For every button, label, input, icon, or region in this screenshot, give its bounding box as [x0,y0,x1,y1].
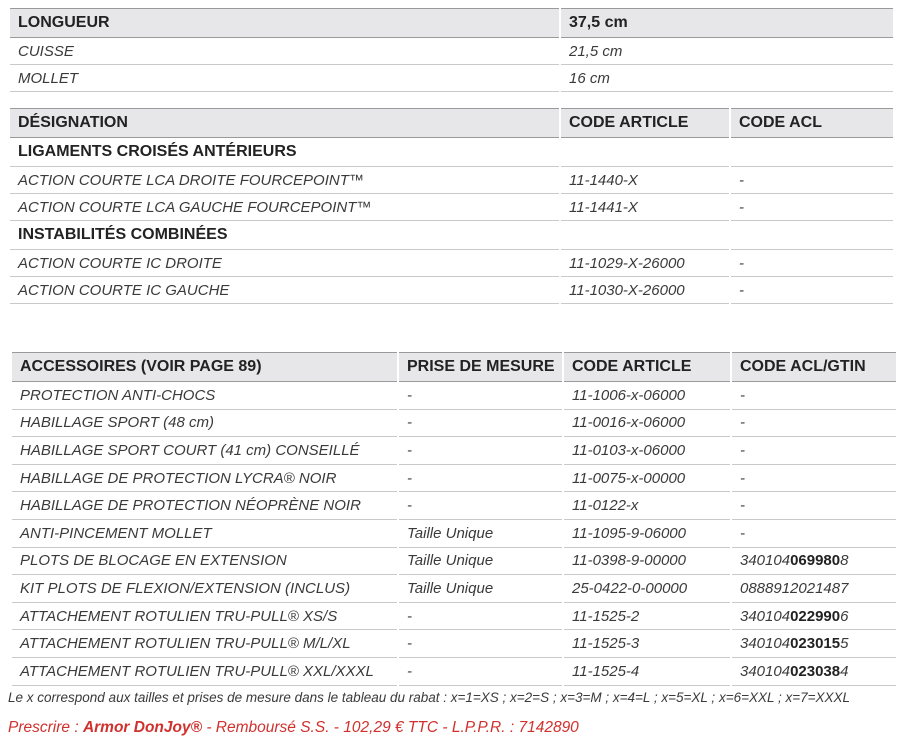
section-title-lca: LIGAMENTS CROISÉS ANTÉRIEURS [10,138,893,167]
accessory-name: PROTECTION ANTI-CHOCS [12,382,398,410]
gtin-bold: 022990 [790,607,841,625]
accessory-code: 11-1095-9-06000 [563,519,731,547]
gtin-post: 8 [840,552,849,570]
col-header-code-acl-gtin: CODE ACL/GTIN [731,353,896,382]
accessory-code: 11-1006-x-06000 [563,382,731,410]
table-row [10,277,893,304]
product-acl: - [730,167,893,194]
accessory-name: ANTI-PINCEMENT MOLLET [12,519,398,547]
gtin-pre: - [740,414,745,432]
accessory-code: 11-1525-4 [563,657,731,685]
accessory-mesure: - [398,630,563,658]
accessory-name: HABILLAGE DE PROTECTION LYCRA® NOIR [12,464,398,492]
gtin-bold: 023015 [790,635,841,653]
accessory-name: ATTACHEMENT ROTULIEN TRU-PULL® XXL/XXXL [12,657,398,685]
accessory-gtin [731,630,896,658]
accessory-gtin [731,492,896,520]
size-table-header [10,9,893,38]
accessory-mesure: - [398,464,563,492]
gtin-pre: 0888912021487 [740,579,849,597]
section-title-ic: INSTABILITÉS COMBINÉES [10,221,893,250]
table-row [10,250,893,277]
gtin-post: 6 [840,607,849,625]
gtin-pre: 340104 [740,635,791,653]
table-row [12,409,896,437]
accessory-code: 25-0422-0-00000 [563,575,731,603]
accessory-code: 11-1525-3 [563,630,731,658]
longueur-label: LONGUEUR [10,9,560,38]
accessory-gtin [731,519,896,547]
accessory-code: 11-1525-2 [563,602,731,630]
gtin-pre: 340104 [740,552,791,570]
designation-table-header [10,109,893,138]
gtin-pre: - [740,497,745,515]
size-note: Le x correspond aux tailles et prises de mesure dans le tableau du rabat : x=1=XS ; x=2=S ; x=3=M ; x=4=L ; x=5=XL ; x=6=XXL ; x=7=XXXL [8,690,851,705]
product-code: 11-1440-X [560,167,730,194]
prescrire-details: - Remboursé S.S. - 102,29 € TTC - L.P.P.R. : 7142890 [202,719,579,736]
col-header-designation: DÉSIGNATION [10,109,560,138]
table-row [12,547,896,575]
product-name: ACTION COURTE IC DROITE [10,250,560,277]
accessory-name: ATTACHEMENT ROTULIEN TRU-PULL® XS/S [12,602,398,630]
product-code: 11-1441-X [560,194,730,221]
accessory-mesure: - [398,382,563,410]
col-header-code-article: CODE ARTICLE [560,109,730,138]
product-name: ACTION COURTE LCA GAUCHE FOURCEPOINT™ [10,194,560,221]
table-row [10,194,893,221]
accessory-name: KIT PLOTS DE FLEXION/EXTENSION (INCLUS) [12,575,398,603]
table-row [12,630,896,658]
gtin-post: 5 [840,635,849,653]
gtin-pre: 340104 [740,607,791,625]
product-code: 11-1030-X-26000 [560,277,730,304]
product-acl: - [730,250,893,277]
product-name: ACTION COURTE LCA DROITE FOURCEPOINT™ [10,167,560,194]
section-title-row [10,138,893,167]
accessory-code: 11-0075-x-00000 [563,464,731,492]
accessory-name: HABILLAGE DE PROTECTION NÉOPRÈNE NOIR [12,492,398,520]
prescription-line [8,719,579,737]
longueur-value: 37,5 cm [560,9,893,38]
accessory-mesure: - [398,437,563,465]
table-row [10,38,893,65]
gtin-pre: 340104 [740,662,791,680]
accessory-name: HABILLAGE SPORT (48 cm) [12,409,398,437]
accessory-mesure: - [398,492,563,520]
accessories-table-header [12,353,896,382]
cuisse-label: CUISSE [10,38,560,65]
designation-table [10,108,893,304]
prescrire-prefix: Prescrire : [8,719,83,736]
accessory-gtin [731,575,896,603]
brand-name: Armor DonJoy® [82,719,203,736]
col-header-code-article: CODE ARTICLE [563,353,731,382]
product-name: ACTION COURTE IC GAUCHE [10,277,560,304]
table-row [10,167,893,194]
table-row [12,657,896,685]
gtin-pre: - [740,441,745,459]
accessories-body [12,382,896,686]
gtin-bold: 069980 [790,552,841,570]
cuisse-value: 21,5 cm [560,38,893,65]
gtin-post: 4 [840,662,849,680]
col-header-accessoires: ACCESSOIRES (VOIR PAGE 89) [12,353,398,382]
accessory-mesure: - [398,409,563,437]
size-table [10,8,893,92]
table-row [12,519,896,547]
accessory-mesure: Taille Unique [398,519,563,547]
accessory-gtin [731,464,896,492]
accessories-table [12,352,896,686]
accessory-mesure: - [398,602,563,630]
table-row [12,492,896,520]
accessory-mesure: Taille Unique [398,547,563,575]
mollet-value: 16 cm [560,65,893,92]
table-row [10,65,893,92]
gtin-pre: - [740,386,745,404]
gtin-pre: - [740,469,745,487]
table-row [12,575,896,603]
accessory-gtin [731,602,896,630]
accessory-code: 11-0122-x [563,492,731,520]
col-header-prise-de-mesure: PRISE DE MESURE [398,353,563,382]
col-header-code-acl: CODE ACL [730,109,893,138]
accessory-code: 11-0398-9-00000 [563,547,731,575]
product-code: 11-1029-X-26000 [560,250,730,277]
gtin-pre: - [740,524,745,542]
accessory-code: 11-0016-x-06000 [563,409,731,437]
accessory-gtin [731,547,896,575]
table-row [12,382,896,410]
product-acl: - [730,194,893,221]
accessory-name: HABILLAGE SPORT COURT (41 cm) CONSEILLÉ [12,437,398,465]
table-row [12,464,896,492]
mollet-label: MOLLET [10,65,560,92]
table-row [12,437,896,465]
product-acl: - [730,277,893,304]
section-title-row [10,221,893,250]
accessory-mesure: Taille Unique [398,575,563,603]
accessory-gtin [731,409,896,437]
accessory-gtin [731,437,896,465]
accessory-name: ATTACHEMENT ROTULIEN TRU-PULL® M/L/XL [12,630,398,658]
table-row [12,602,896,630]
gtin-bold: 023038 [790,662,841,680]
accessory-gtin [731,382,896,410]
accessory-name: PLOTS DE BLOCAGE EN EXTENSION [12,547,398,575]
accessory-gtin [731,657,896,685]
accessory-mesure: - [398,657,563,685]
accessory-code: 11-0103-x-06000 [563,437,731,465]
